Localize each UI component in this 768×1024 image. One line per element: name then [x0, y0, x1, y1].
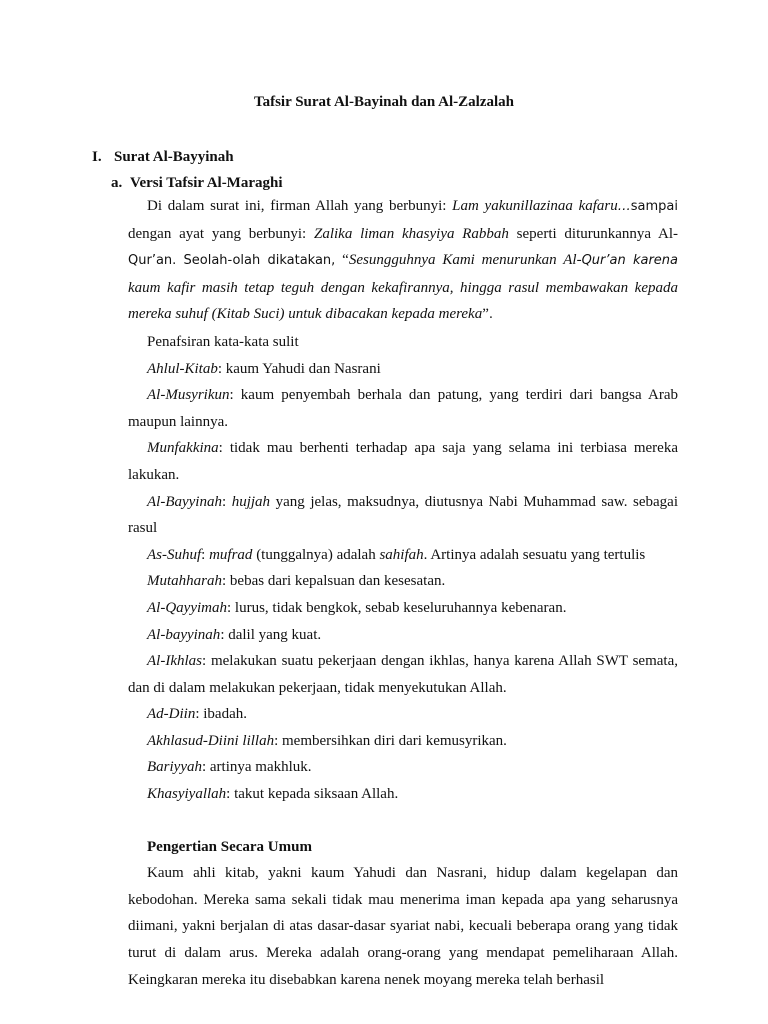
- section-title: Surat Al-Bayyinah: [114, 149, 234, 165]
- document-title: Tafsir Surat Al-Bayinah dan Al-Zalzalah: [253, 94, 515, 110]
- intro-text: ”: [482, 306, 489, 323]
- glossary-term: Al-Bayyinah: [147, 493, 222, 510]
- intro-text: Di dalam surat ini, firman Allah yang berbunyi:: [147, 198, 453, 214]
- glossary-definition: . Artinya adalah sesuatu yang tertulis: [423, 546, 646, 563]
- glossary-definition: : kaum Yahudi dan Nasrani: [217, 360, 381, 377]
- glossary-term: Al-Ikhlas: [147, 653, 202, 670]
- glossary-entry: [128, 728, 678, 755]
- glossary-definition: : bebas dari kepalsuan dan kesesatan.: [222, 573, 446, 590]
- intro-text: sampai: [630, 199, 678, 214]
- glossary-definition: : ibadah.: [195, 706, 247, 723]
- glossary-definition: : lurus, tidak bengkok, sebab keseluruhannya kebenaran.: [226, 599, 567, 616]
- subsection-heading: [111, 174, 283, 192]
- glossary-definition: : tidak mau berhenti terhadap apa saja yang selama ini terbiasa mereka lakukan.: [128, 440, 678, 483]
- glossary-definition: yang jelas, maksudnya, diutusnya Nabi Muhammad saw. sebagai rasul: [128, 493, 679, 537]
- intro-text: .: [488, 307, 494, 323]
- quote-text: Sesungguhnya Kami menurunkan Al-: [348, 252, 582, 269]
- glossary-entry: [128, 781, 678, 808]
- glossary-definition: (tunggalnya) adalah: [252, 546, 380, 563]
- glossary-definition: : artinya makhluk.: [201, 759, 312, 776]
- general-paragraph: Kaum ahli kitab, yakni kaum Yahudi dan Nasrani, hidup dalam kegelapan dan kebodohan. Mereka sama sekali tidak mau menerima iman kepada apa yang seharusnya diimani, yakni berjalan di atas dasar-dasar syariat nabi, kecuali beberapa orang yang tidak turut di dalam arus. Mereka adalah orang-orang yang mendapat pemeliharaan Allah. Keingkaran mereka itu disebabkan karena nenek moyang mereka telah berhasil: [128, 865, 678, 988]
- glossary-term: mufrad: [209, 546, 253, 563]
- glossary-entry: [128, 542, 678, 569]
- glossary-definition: :: [221, 493, 232, 510]
- glossary-entry: [128, 435, 678, 488]
- verse-quote: Zalika liman khasyiya Rabbah: [313, 225, 509, 242]
- intro-paragraph: [128, 193, 678, 329]
- intro-text: seperti diturunkannya Al-: [508, 225, 678, 242]
- glossary-entry: [128, 754, 678, 781]
- glossary-entry: [128, 622, 678, 649]
- spacer: [128, 808, 678, 834]
- glossary-term: Ahlul-Kitab: [147, 360, 218, 377]
- glossary-term: Munfakkina: [147, 440, 219, 457]
- glossary-entry: [128, 356, 678, 383]
- glossary-term: Al-bayyinah: [147, 626, 221, 643]
- general-heading: Pengertian Secara Umum: [147, 838, 312, 855]
- quote-text: Qur’an karena: [581, 253, 679, 269]
- glossary-term: Akhlasud-Diini lillah: [147, 732, 275, 749]
- glossary-entry: [128, 648, 678, 701]
- intro-text: dengan ayat yang berbunyi:: [128, 225, 314, 242]
- glossary-term: Al-Qayyimah: [147, 599, 227, 616]
- subsection-title: Versi Tafsir Al-Maraghi: [130, 175, 283, 191]
- glossary-definition: :: [201, 546, 210, 563]
- glossary-definition: : kaum penyembah berhala dan patung, yang terdiri dari bangsa Arab maupun lainnya.: [128, 387, 678, 430]
- glossary-definition: : dalil yang kuat.: [220, 626, 322, 643]
- glossary-entry: [128, 595, 678, 622]
- ellipsis: …: [617, 199, 631, 214]
- quote-text: kaum kafir masih tetap teguh dengan kekafirannya, hingga rasul membawakan kepada mereka suhuf (Kitab Suci) untuk dibacakan kepada mereka: [128, 279, 678, 323]
- body-content: [128, 193, 678, 993]
- glossary-term: As-Suhuf: [147, 546, 202, 563]
- section-number: I.: [92, 149, 102, 165]
- glossary-term: Khasyiyallah: [147, 786, 227, 803]
- verse-quote: Lam yakunillazinaa kafaru: [452, 198, 618, 214]
- glossary-entry: [128, 382, 678, 435]
- glossary-entry: [128, 489, 678, 542]
- glossary-entry: [128, 568, 678, 595]
- subsection-letter: a.: [111, 175, 123, 191]
- intro-text: “: [335, 252, 349, 269]
- glossary-definition: : melakukan suatu pekerjaan dengan ikhlas, hanya karena Allah SWT semata, dan di dalam melakukan pekerjaan, tidak menyekutukan Allah.: [128, 653, 678, 696]
- glossary-term: sahifah: [379, 546, 424, 563]
- glossary-definition: : takut kepada siksaan Allah.: [226, 786, 399, 803]
- glossary-heading: Penafsiran kata-kata sulit: [147, 333, 299, 350]
- glossary-term: Mutahharah: [147, 573, 222, 590]
- glossary-entry: [128, 701, 678, 728]
- glossary-term: hujjah: [231, 493, 271, 510]
- glossary-term: Bariyyah: [147, 759, 202, 776]
- glossary-definition: : membersihkan diri dari kemusyrikan.: [274, 732, 507, 749]
- glossary-term: Al-Musyrikun: [147, 387, 230, 404]
- glossary-term: Ad-Diin: [147, 706, 196, 723]
- intro-text: Qur’an. Seolah-olah dikatakan,: [128, 253, 336, 269]
- section-heading: [92, 148, 234, 166]
